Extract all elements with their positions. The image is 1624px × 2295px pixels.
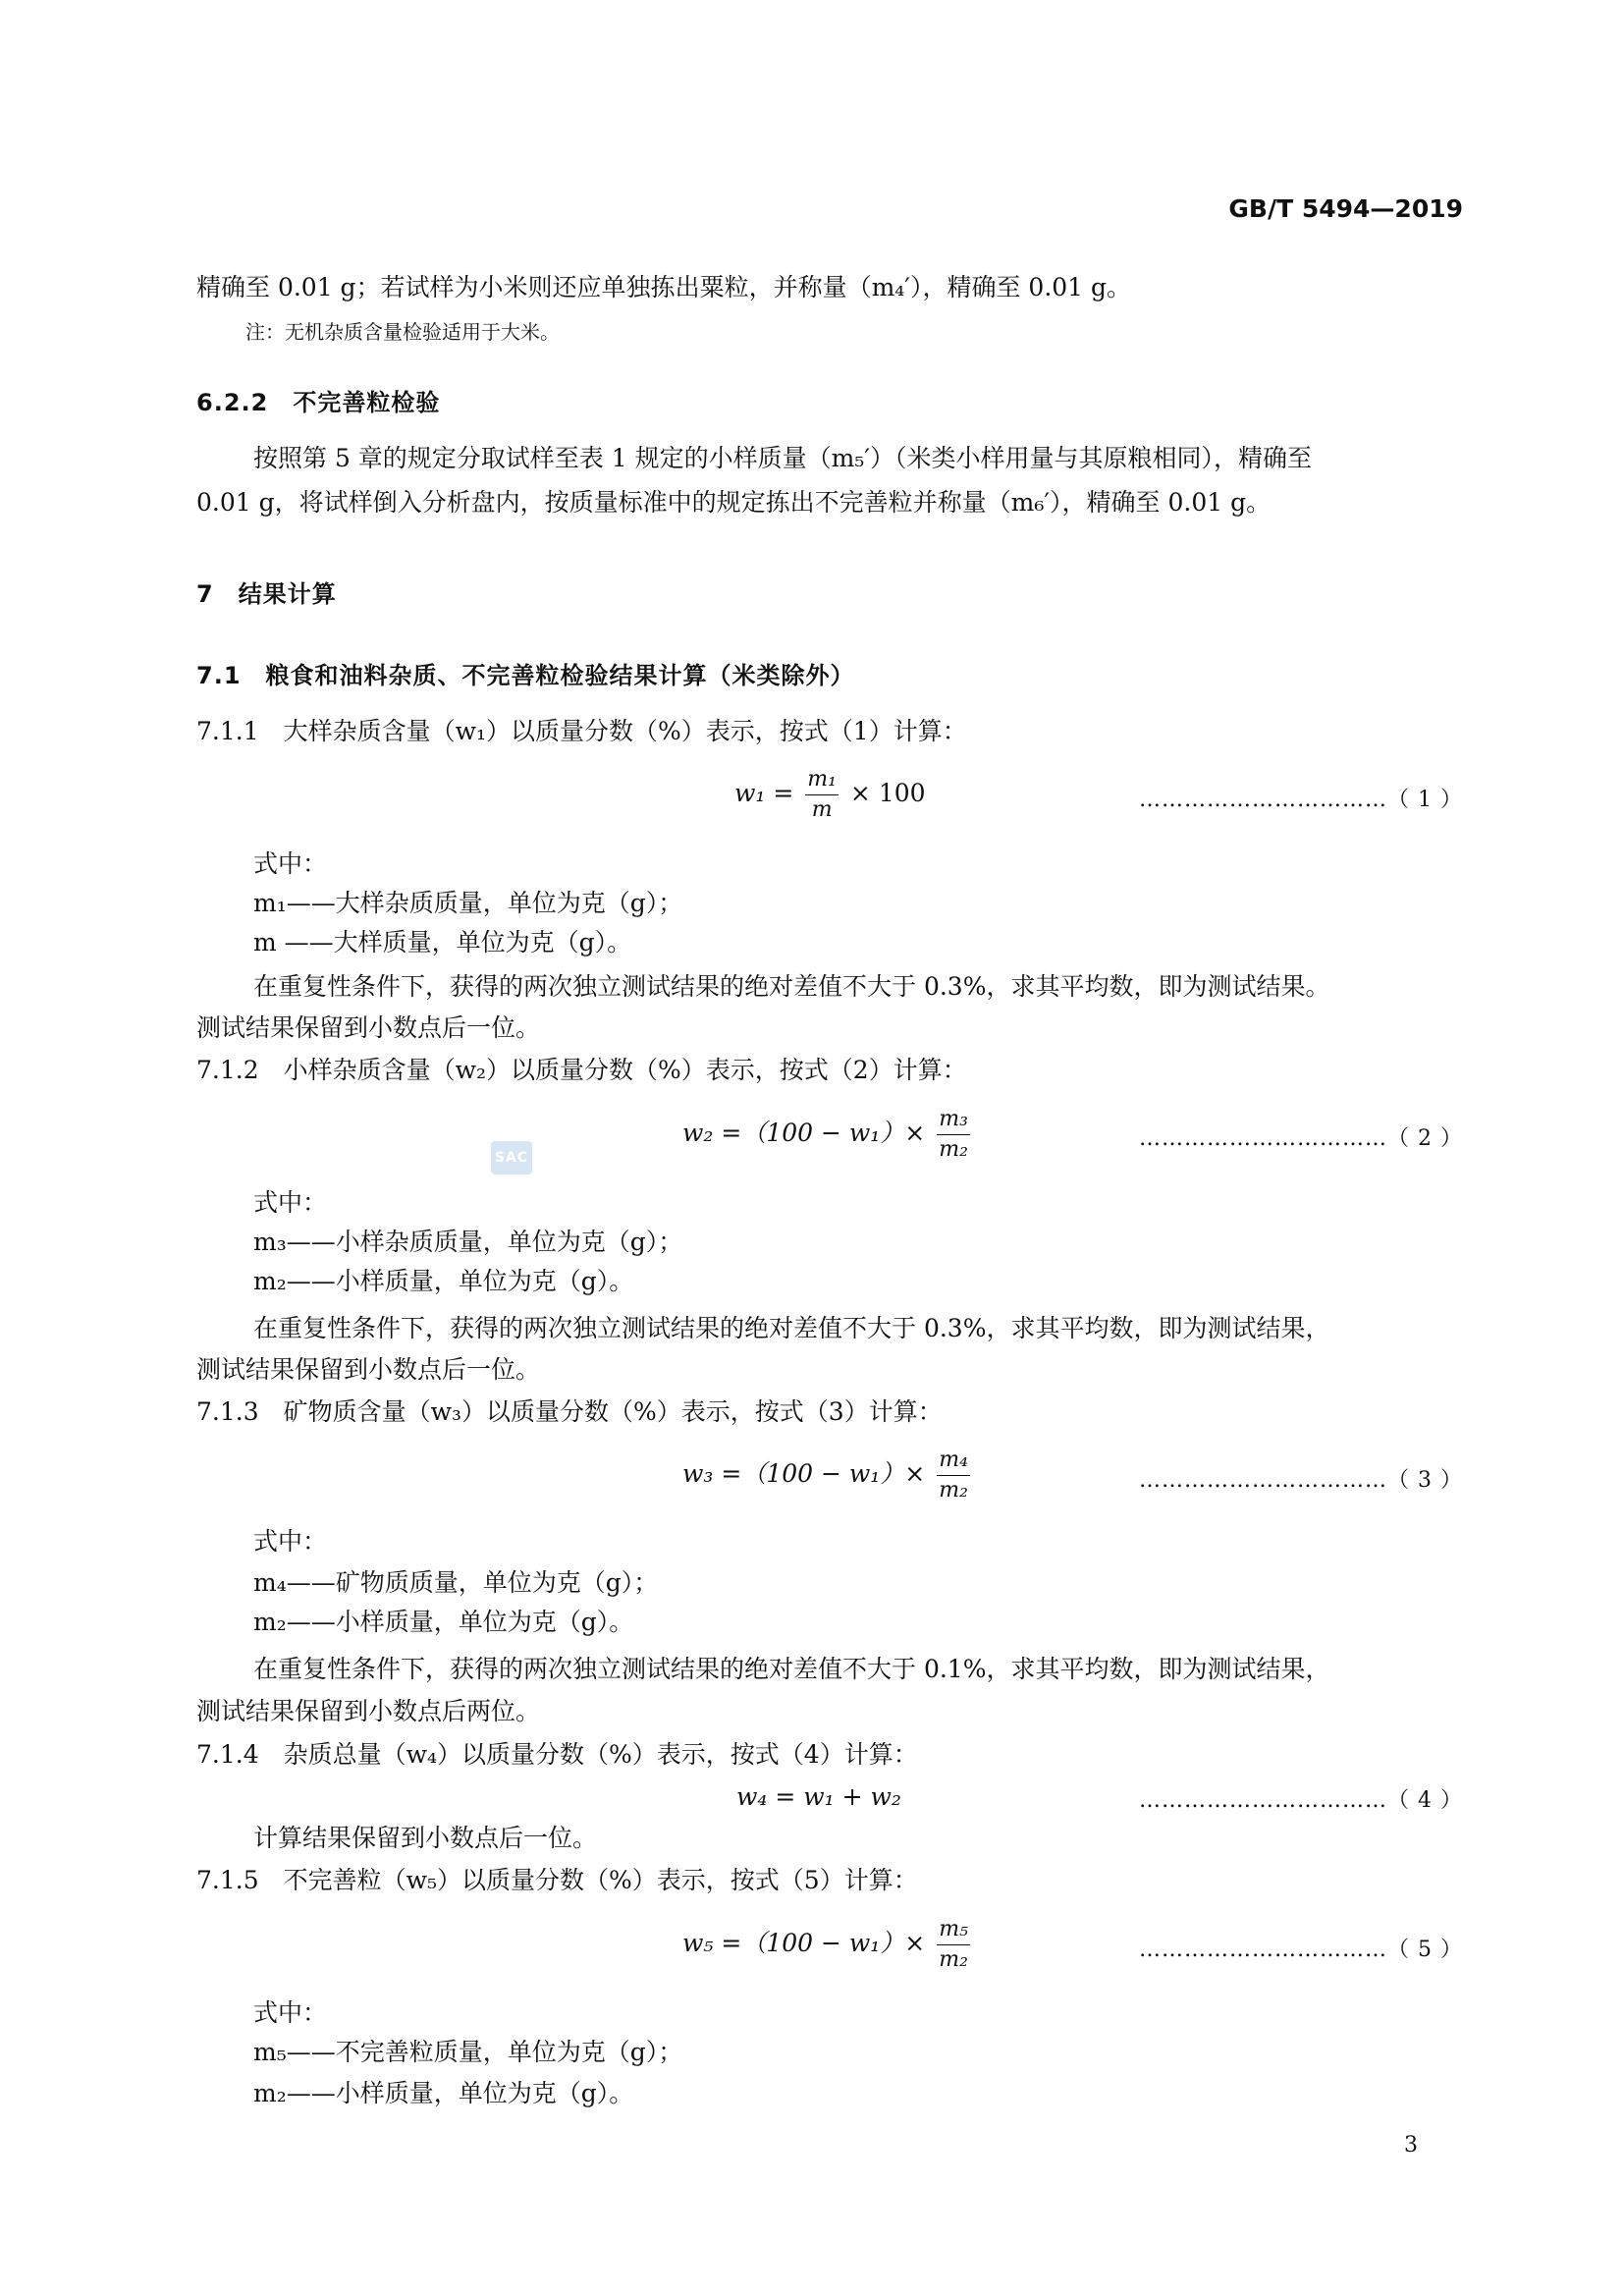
- page-number: 3: [1404, 2133, 1418, 2158]
- definition-m2-b: m₂——小样质量，单位为克（g）。: [253, 1608, 634, 1636]
- section-7-1-title: 7.1 粮食和油料杂质、不完善粒检验结果计算（米类除外）: [196, 662, 855, 689]
- equation-3-denominator: m₂: [939, 1478, 968, 1503]
- where-label-3: 式中：: [253, 1527, 328, 1556]
- equation-2-denominator: m₂: [939, 1137, 968, 1162]
- repeatability-1-line2: 测试结果保留到小数点后一位。: [196, 1013, 541, 1042]
- equation-2: [682, 1108, 974, 1162]
- section-7-1-5-lead: 7.1.5 不完善粒（w₅）以质量分数（%）表示，按式（5）计算：: [196, 1866, 918, 1894]
- equation-2-numerator: m₃: [937, 1108, 970, 1135]
- equation-3-lhs: w₃ =（100 − w₁）×: [682, 1459, 926, 1488]
- sac-watermark-logo: SAC: [491, 1141, 532, 1175]
- equation-1-numerator: m₁: [805, 768, 839, 795]
- section-7-title: 7 结果计算: [196, 580, 337, 608]
- equation-1-denominator: m: [811, 797, 833, 822]
- equation-5-denominator: m₂: [939, 1947, 968, 1972]
- definition-m: m ——大样质量，单位为克（g）。: [253, 928, 632, 956]
- section-7-1-2-lead: 7.1.2 小样杂质含量（w₂）以质量分数（%）表示，按式（2）计算：: [196, 1056, 967, 1084]
- definition-m2-c: m₂——小样质量，单位为克（g）。: [253, 2079, 634, 2107]
- standard-code: GB/T 5494—2019: [1228, 194, 1463, 223]
- paragraph-precision: 精确至 0.01 g；若试样为小米则还应单独拣出粟粒，并称量（m₄′），精确至 0.01 g。: [196, 273, 1132, 301]
- equation-2-number: ……………………………（ 2 ）: [1139, 1126, 1463, 1151]
- definition-m3: m₃——小样杂质质量，单位为克（g）；: [253, 1228, 683, 1256]
- equation-1-rhs: × 100: [849, 779, 926, 807]
- definition-m1: m₁——大样杂质质量，单位为克（g）；: [253, 889, 683, 917]
- section-7-1-4-lead: 7.1.4 杂质总量（w₄）以质量分数（%）表示，按式（4）计算：: [196, 1740, 918, 1769]
- where-label-2: 式中：: [253, 1188, 328, 1217]
- equation-1-fraction: [805, 768, 839, 822]
- equation-3: [682, 1448, 974, 1503]
- equation-3-number: ……………………………（ 3 ）: [1139, 1468, 1463, 1493]
- repeatability-1-line1: 在重复性条件下，获得的两次独立测试结果的绝对差值不大于 0.3%，求其平均数，即为测试结果。: [253, 972, 1330, 1001]
- definition-m5: m₅——不完善粒质量，单位为克（g）；: [253, 2038, 683, 2066]
- equation-3-fraction: [937, 1448, 970, 1503]
- equation-3-numerator: m₄: [937, 1448, 970, 1476]
- equation-1-lhs: w₁ =: [734, 779, 794, 807]
- repeatability-2-line1: 在重复性条件下，获得的两次独立测试结果的绝对差值不大于 0.3%，求其平均数，即为测试结果，: [253, 1314, 1330, 1342]
- where-label-1: 式中：: [253, 849, 328, 878]
- equation-1-number: ……………………………（ 1 ）: [1139, 788, 1463, 812]
- equation-5-number: ……………………………（ 5 ）: [1139, 1938, 1463, 1962]
- section-6-2-2-line2: 0.01 g，将试样倒入分析盘内，按质量标准中的规定拣出不完善粒并称量（m₆′），精确至 0.01 g。: [196, 488, 1272, 517]
- section-7-1-4-tail: 计算结果保留到小数点后一位。: [253, 1824, 598, 1852]
- section-6-2-2-line1: 按照第 5 章的规定分取试样至表 1 规定的小样质量（m₅′）（米类小样用量与其原粮相同），精确至: [253, 444, 1313, 472]
- equation-5-numerator: m₅: [937, 1918, 970, 1945]
- equation-4-number: ……………………………（ 4 ）: [1139, 1788, 1463, 1813]
- definition-m2-a: m₂——小样质量，单位为克（g）。: [253, 1267, 634, 1295]
- section-6-2-2-title: 6.2.2 不完善粒检验: [196, 389, 441, 416]
- repeatability-2-line2: 测试结果保留到小数点后一位。: [196, 1355, 541, 1384]
- section-7-1-3-lead: 7.1.3 矿物质含量（w₃）以质量分数（%）表示，按式（3）计算：: [196, 1397, 943, 1426]
- section-7-1-1-lead: 7.1.1 大样杂质含量（w₁）以质量分数（%）表示，按式（1）计算：: [196, 717, 967, 745]
- equation-1: [734, 768, 926, 822]
- where-label-5: 式中：: [253, 1998, 328, 2027]
- definition-m4: m₄——矿物质质量，单位为克（g）；: [253, 1568, 659, 1597]
- equation-5-fraction: [937, 1918, 970, 1972]
- equation-5-lhs: w₅ =（100 − w₁）×: [682, 1929, 926, 1957]
- equation-5: [682, 1918, 974, 1972]
- equation-2-lhs: w₂ =（100 − w₁）×: [682, 1119, 926, 1147]
- note: 注：无机杂质含量检验适用于大米。: [245, 320, 560, 344]
- equation-2-fraction: [937, 1108, 970, 1162]
- repeatability-3-line2: 测试结果保留到小数点后两位。: [196, 1697, 541, 1725]
- equation-4: w₄ = w₁ + w₂: [736, 1782, 901, 1811]
- repeatability-3-line1: 在重复性条件下，获得的两次独立测试结果的绝对差值不大于 0.1%，求其平均数，即为测试结果，: [253, 1655, 1330, 1683]
